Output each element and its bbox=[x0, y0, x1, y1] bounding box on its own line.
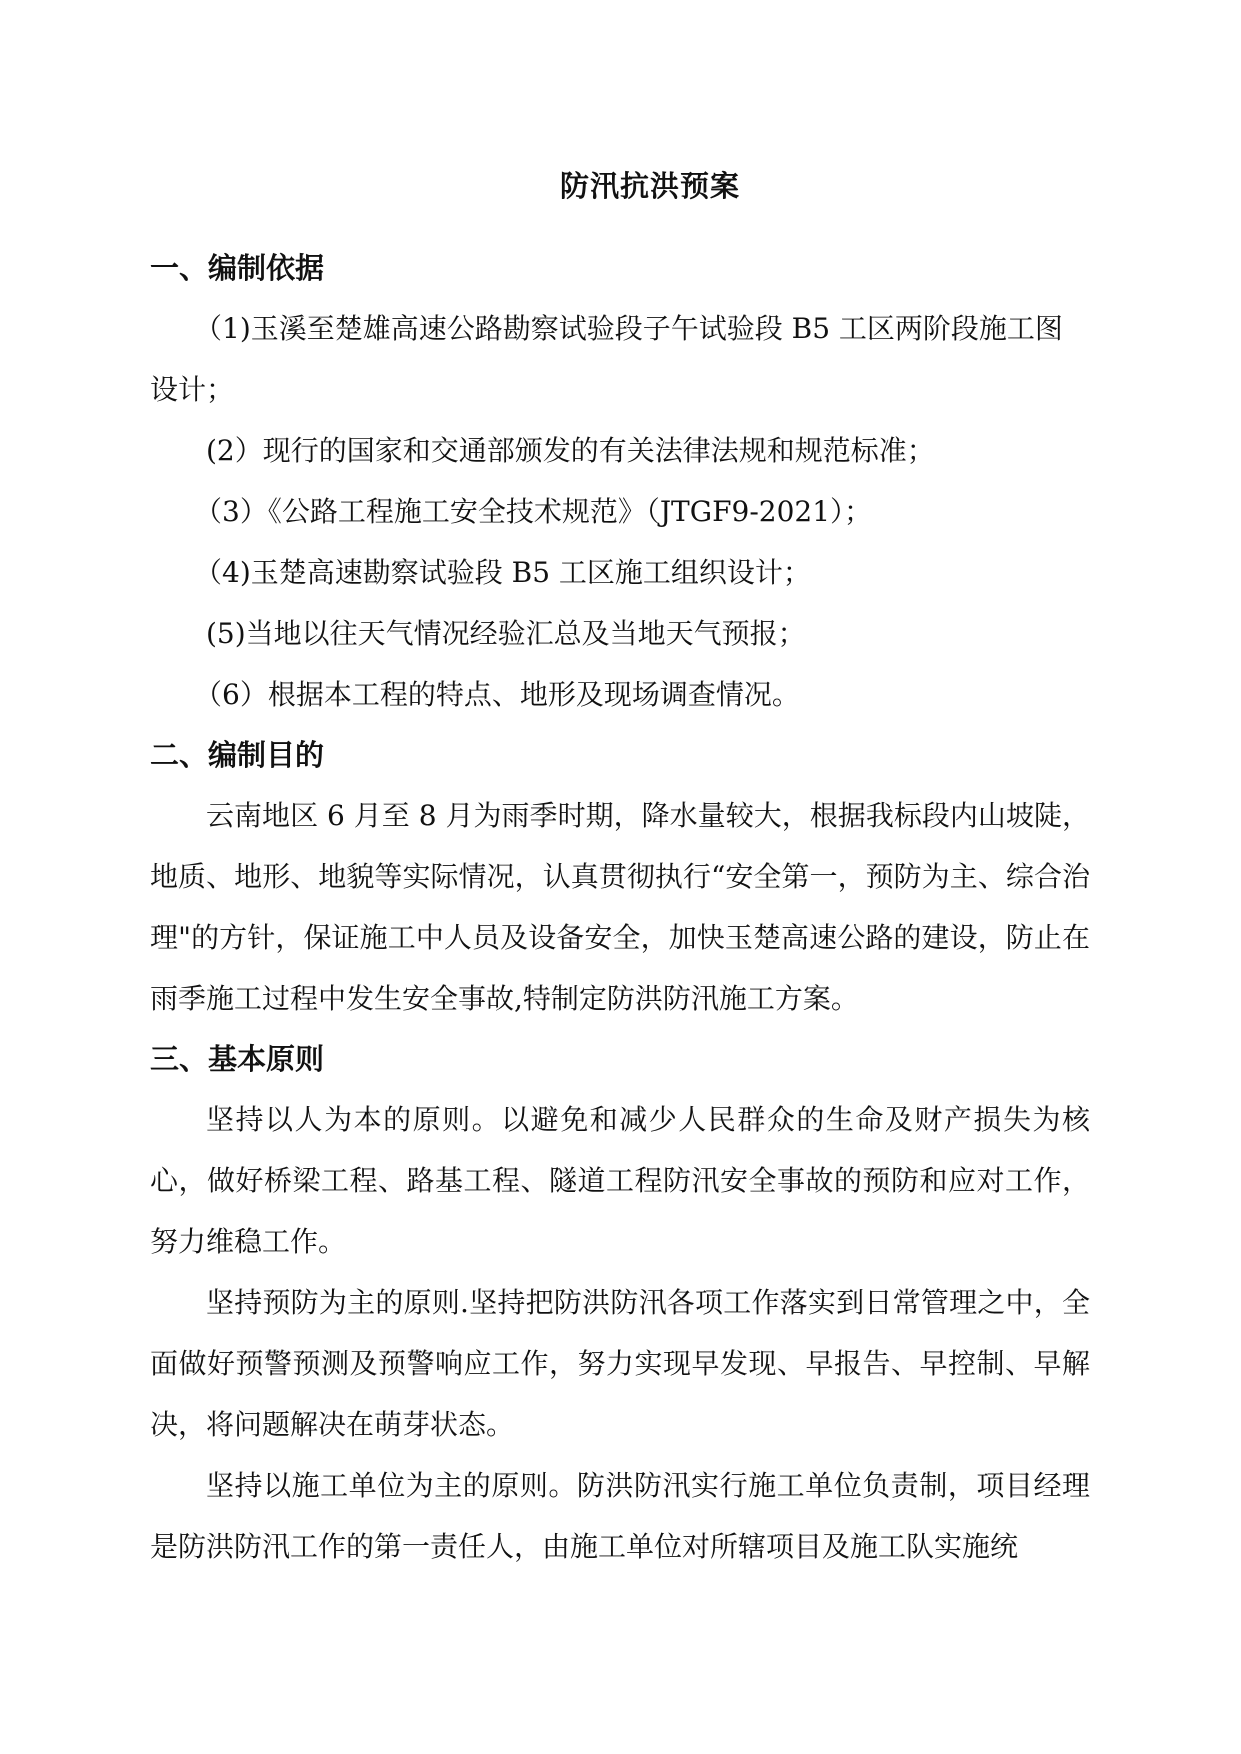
section-purpose bbox=[150, 725, 1090, 1029]
section-heading: 二、编制目的 bbox=[150, 738, 325, 772]
section-heading: 一、编制依据 bbox=[150, 251, 325, 285]
document-title: 防汛抗洪预案 bbox=[559, 169, 740, 203]
basis-item: (5)当地以往天气情况经验汇总及当地天气预报； bbox=[206, 617, 806, 650]
document-body bbox=[150, 238, 1090, 1577]
basis-item: （3）《公路工程施工安全技术规范》（JTGF9-2021）； bbox=[194, 495, 873, 528]
basis-item: （1)玉溪至楚雄高速公路勘察试验段子午试验段 B5 工区两阶段施工图设计； bbox=[150, 312, 1063, 406]
basis-item: （4)玉楚高速勘察试验段 B5 工区施工组织设计； bbox=[194, 556, 811, 589]
purpose-paragraph: 云南地区 6 月至 8 月为雨季时期，降水量较大，根据我标段内山坡陡，地质、地形、地貌等实际情况，认真贯彻执行“安全第一，预防为主、综合治理"的方针，保证施工中人员及设备安全，加快玉楚高速公路的建设，防止在雨季施工过程中发生安全事故,特制定防洪防汛施工方案。 bbox=[150, 799, 1090, 1015]
section-heading: 三、基本原则 bbox=[150, 1042, 325, 1076]
section-principles bbox=[150, 1029, 1090, 1577]
basis-item: （6）根据本工程的特点、地形及现场调查情况。 bbox=[194, 678, 800, 711]
principle-paragraph: 坚持预防为主的原则.坚持把防洪防汛各项工作落实到日常管理之中，全面做好预警预测及预警响应工作，努力实现早发现、早报告、早控制、早解决，将问题解决在萌芽状态。 bbox=[150, 1286, 1090, 1441]
basis-item: (2）现行的国家和交通部颁发的有关法律法规和规范标准； bbox=[206, 434, 935, 467]
principle-paragraph: 坚持以人为本的原则。以避免和减少人民群众的生命及财产损失为核心，做好桥梁工程、路基工程、隧道工程防汛安全事故的预防和应对工作，努力维稳工作。 bbox=[150, 1103, 1090, 1258]
section-basis bbox=[150, 238, 1090, 725]
principle-paragraph: 坚持以施工单位为主的原则。防洪防汛实行施工单位负责制，项目经理是防洪防汛工作的第一责任人，由施工单位对所辖项目及施工队实施统 bbox=[150, 1469, 1090, 1563]
